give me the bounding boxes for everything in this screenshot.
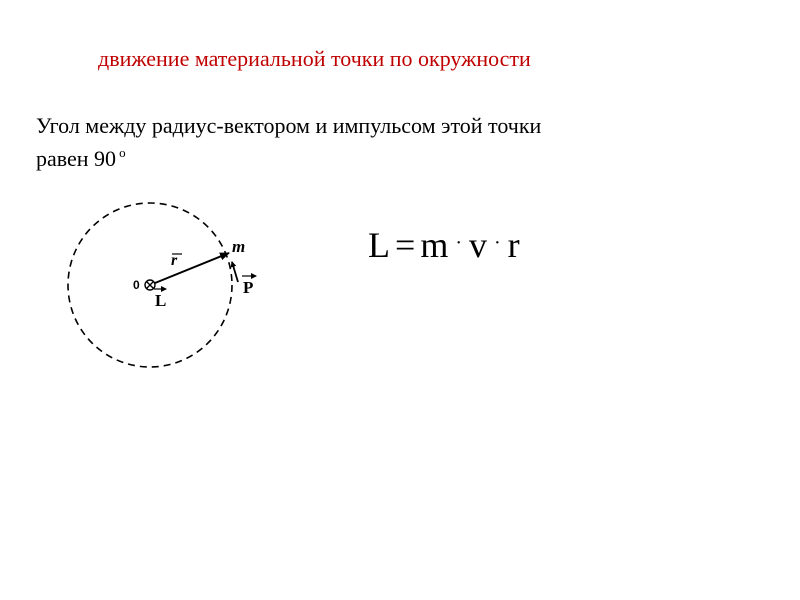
mass-label: m: [232, 237, 246, 256]
momentum-arrow: [232, 262, 238, 282]
formula-L: L: [368, 225, 391, 265]
P-label: P: [243, 278, 254, 297]
radius-label: r: [171, 252, 178, 269]
statement-line-2-text: равен 90: [36, 146, 117, 171]
formula-r: r: [507, 225, 521, 265]
L-label: L: [155, 291, 167, 310]
formula-dot-2: ·: [494, 232, 502, 254]
radius-vector-arrow: [155, 253, 229, 283]
formula-dot-1: ·: [455, 232, 463, 254]
formula-equals: =: [395, 225, 417, 265]
degree-sign: о: [119, 145, 126, 160]
angular-momentum-formula: [368, 224, 521, 266]
center-cross-icon: [145, 280, 155, 290]
formula-v: v: [469, 225, 488, 265]
statement-line-1: Угол между радиус-вектором и импульсом этой точки: [36, 113, 542, 138]
slide-title: движение материальной точки по окружности: [98, 46, 531, 71]
formula-m: m: [420, 225, 450, 265]
center-label: 0: [133, 278, 140, 292]
